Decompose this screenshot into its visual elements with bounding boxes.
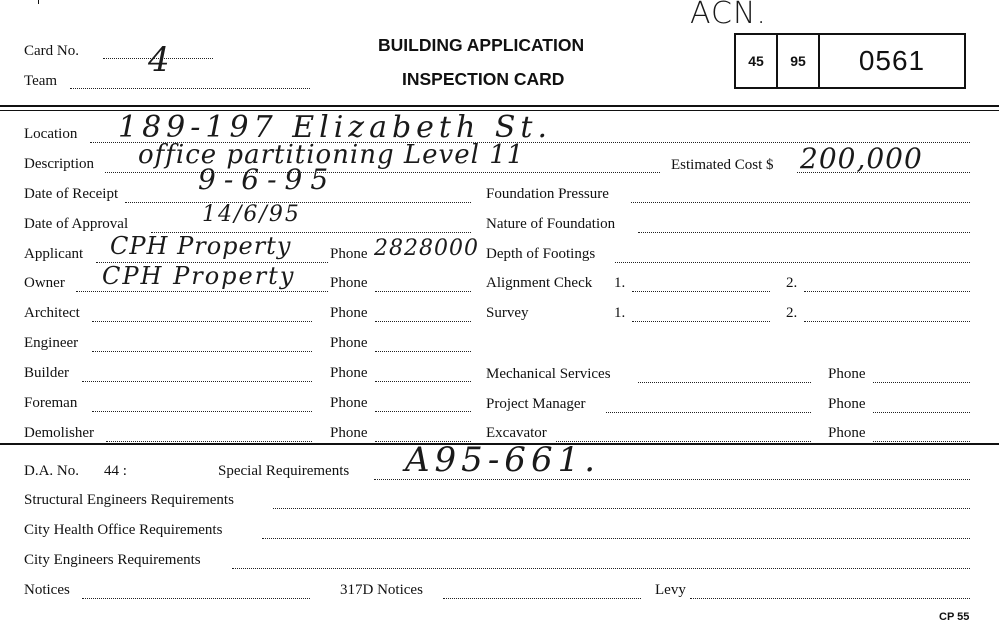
health-dots	[262, 538, 970, 539]
survey-2-dots	[804, 321, 970, 322]
architect-dots	[92, 321, 312, 322]
levy-dots	[690, 598, 970, 599]
card-no-value: 4	[148, 40, 170, 80]
location-label: Location	[24, 126, 78, 142]
engineer-phone-dots	[375, 351, 471, 352]
applicant-phone-value: 2828000	[374, 236, 479, 261]
form-code: CP 55	[939, 611, 970, 623]
architect-phone-dots	[375, 321, 471, 322]
description-value: office partitioning Level 11	[138, 140, 525, 170]
team-dots	[70, 88, 310, 89]
mechanical-services-dots	[638, 382, 811, 383]
health-label: City Health Office Requirements	[24, 522, 223, 538]
title-line2: INSPECTION CARD	[402, 69, 565, 89]
structural-label: Structural Engineers Requirements	[24, 492, 234, 508]
owner-phone-label: Phone	[330, 275, 368, 291]
excavator-label: Excavator	[486, 425, 547, 441]
description-dots	[105, 172, 660, 173]
alignment-check-label: Alignment Check	[486, 275, 593, 291]
survey-label: Survey	[486, 305, 529, 321]
handwritten-ref: ACN.	[690, 0, 767, 31]
architect-phone-label: Phone	[330, 305, 368, 321]
depth-of-footings-dots	[615, 262, 970, 263]
da-no-label: D.A. No.	[24, 463, 79, 479]
alignment-1-dots	[632, 291, 770, 292]
survey-num-1: 1.	[614, 305, 626, 321]
nature-of-foundation-dots	[638, 232, 970, 233]
engineer-phone-label: Phone	[330, 335, 368, 351]
survey-1-dots	[632, 321, 770, 322]
notices-317d-dots	[443, 598, 641, 599]
estimated-cost-label: Estimated Cost $	[671, 157, 774, 173]
header-rule	[0, 105, 999, 107]
foundation-pressure-label: Foundation Pressure	[486, 186, 609, 202]
alignment-2-dots	[804, 291, 970, 292]
notices-label: Notices	[24, 582, 70, 598]
owner-dots	[76, 291, 328, 292]
notices-dots	[82, 598, 310, 599]
demolisher-label: Demolisher	[24, 425, 94, 441]
excavator-phone-label: Phone	[828, 425, 866, 441]
special-requirements-value: A95-661.	[405, 440, 601, 480]
foreman-label: Foreman	[24, 395, 78, 411]
nature-of-foundation-label: Nature of Foundation	[486, 216, 616, 232]
description-label: Description	[24, 156, 94, 172]
special-requirements-label: Special Requirements	[218, 463, 350, 479]
foreman-phone-label: Phone	[330, 395, 368, 411]
alignment-num-2: 2.	[786, 275, 798, 291]
reference-box	[734, 33, 966, 89]
engineer-dots	[92, 351, 312, 352]
date-of-approval-label: Date of Approval	[24, 216, 129, 232]
demolisher-dots	[106, 441, 312, 442]
mechanical-phone-dots	[873, 382, 970, 383]
levy-label: Levy	[655, 582, 686, 598]
alignment-num-1: 1.	[614, 275, 626, 291]
depth-of-footings-label: Depth of Footings	[486, 246, 596, 262]
mechanical-phone-label: Phone	[828, 366, 866, 382]
demolisher-phone-label: Phone	[330, 425, 368, 441]
estimated-cost-value: 200,000	[800, 142, 923, 175]
applicant-value: CPH Property	[110, 232, 292, 260]
owner-label: Owner	[24, 275, 65, 291]
excavator-phone-dots	[873, 441, 970, 442]
notices-317d-label: 317D Notices	[340, 582, 423, 598]
project-manager-phone-label: Phone	[828, 396, 866, 412]
builder-phone-label: Phone	[330, 365, 368, 381]
date-of-receipt-label: Date of Receipt	[24, 186, 119, 202]
survey-num-2: 2.	[786, 305, 798, 321]
mechanical-services-label: Mechanical Services	[486, 366, 611, 382]
date-of-receipt-value: 9-6-95	[198, 163, 337, 196]
foreman-phone-dots	[375, 411, 471, 412]
architect-label: Architect	[24, 305, 80, 321]
ref-number: 0561	[858, 45, 926, 76]
ref-cell-1: 45	[736, 35, 778, 87]
applicant-phone-label: Phone	[330, 246, 368, 262]
project-manager-phone-dots	[873, 412, 970, 413]
city-engineers-dots	[232, 568, 970, 569]
foundation-pressure-dots	[631, 202, 970, 203]
structural-dots	[273, 508, 970, 509]
builder-dots	[82, 381, 312, 382]
corner-tick	[38, 0, 39, 4]
foreman-dots	[92, 411, 312, 412]
applicant-label: Applicant	[24, 246, 84, 262]
team-label: Team	[24, 73, 58, 89]
title-line1: BUILDING APPLICATION	[378, 35, 585, 55]
project-manager-label: Project Manager	[486, 396, 586, 412]
builder-label: Builder	[24, 365, 69, 381]
da-no-value: 44 :	[104, 463, 127, 479]
ref-cell-2: 95	[778, 35, 820, 87]
card-no-label: Card No.	[24, 43, 79, 59]
owner-phone-dots	[375, 291, 471, 292]
owner-value: CPH Property	[102, 262, 296, 290]
builder-phone-dots	[375, 381, 471, 382]
engineer-label: Engineer	[24, 335, 79, 351]
location-value: 189-197 Elizabeth St.	[118, 110, 552, 145]
date-of-approval-value: 14/6/95	[202, 202, 301, 227]
project-manager-dots	[606, 412, 811, 413]
city-engineers-label: City Engineers Requirements	[24, 552, 201, 568]
